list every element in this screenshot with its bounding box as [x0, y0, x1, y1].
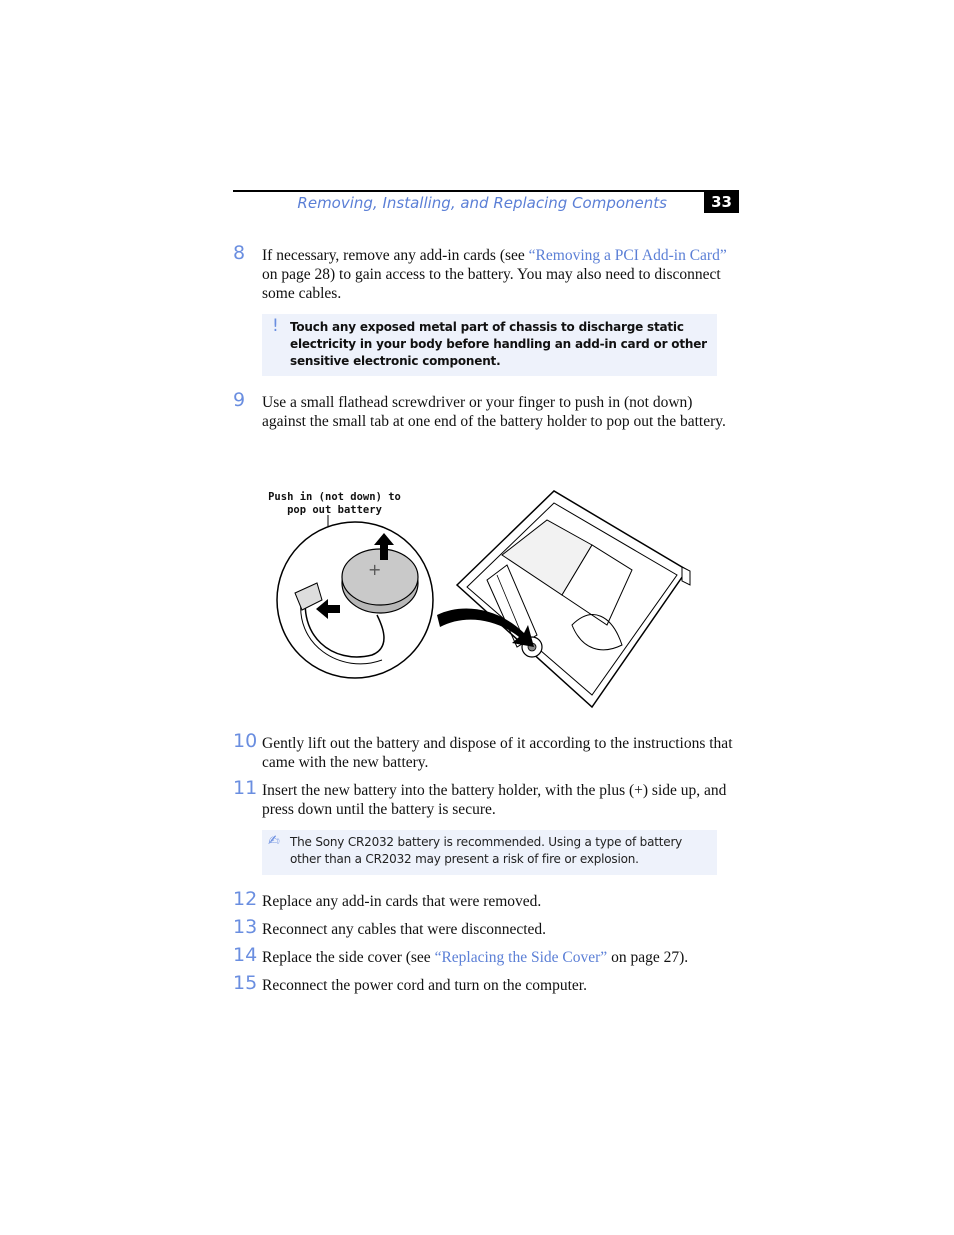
step-text: Insert the new battery into the battery holder, with the plus (+) side up, and press down until the battery is secure.: [262, 782, 727, 818]
page-number: 33: [704, 192, 739, 213]
step-11: [233, 777, 739, 819]
step-13: [233, 916, 739, 939]
step-9: [233, 389, 739, 431]
step-8: [233, 242, 739, 303]
link-replacing-side-cover[interactable]: “Replacing the Side Cover”: [434, 949, 608, 966]
step-text: Reconnect the power cord and turn on the computer.: [262, 977, 587, 994]
step-number: 9: [233, 389, 246, 411]
step-15: [233, 972, 739, 995]
step-text: Replace the side cover (see “Replacing the Side Cover” on page 27).: [262, 949, 689, 966]
step-text: Reconnect any cables that were disconnected.: [262, 921, 547, 938]
figure-callout: Push in (not down) to pop out battery: [268, 491, 401, 516]
step-number: 8: [233, 242, 246, 264]
tip-note: [262, 830, 717, 875]
step-number: 14: [233, 944, 258, 966]
step-text: Use a small flathead screwdriver or your finger to push in (not down) against the small tab at one end of the battery holder to pop out the battery.: [262, 394, 726, 430]
step-text: Replace any add-in cards that were removed.: [262, 893, 542, 910]
battery-illustration: [262, 485, 702, 715]
step-14: [233, 944, 739, 967]
step-10: [233, 730, 739, 772]
step-number: 13: [233, 916, 258, 938]
tip-text: The Sony CR2032 battery is recommended. Using a type of battery other than a CR2032 may present a risk of fire or explosion.: [290, 835, 683, 866]
svg-text:+: +: [368, 560, 382, 579]
step-number: 10: [233, 730, 258, 752]
step-12: [233, 888, 739, 911]
running-header-title: Removing, Installing, and Replacing Components: [297, 194, 667, 212]
caution-note: [262, 314, 717, 376]
writing-hand-icon: ✍: [268, 833, 280, 849]
step-number: 15: [233, 972, 258, 994]
header-rule: [233, 190, 739, 192]
link-removing-pci-card[interactable]: “Removing a PCI Add-in Card”: [528, 247, 727, 264]
battery-removal-figure: [262, 485, 702, 715]
step-number: 12: [233, 888, 258, 910]
step-text: Gently lift out the battery and dispose of it according to the instructions that came with the new battery.: [262, 735, 733, 771]
caution-icon: !: [272, 316, 279, 336]
step-text: If necessary, remove any add-in cards (see “Removing a PCI Add-in Card” on page 28) to gain access to the battery. You may also need to disconnect some cables.: [262, 247, 727, 302]
step-number: 11: [233, 777, 258, 799]
caution-text: Touch any exposed metal part of chassis to discharge static electricity in your body before handling an add-in card or other sensitive electronic component.: [290, 320, 707, 368]
